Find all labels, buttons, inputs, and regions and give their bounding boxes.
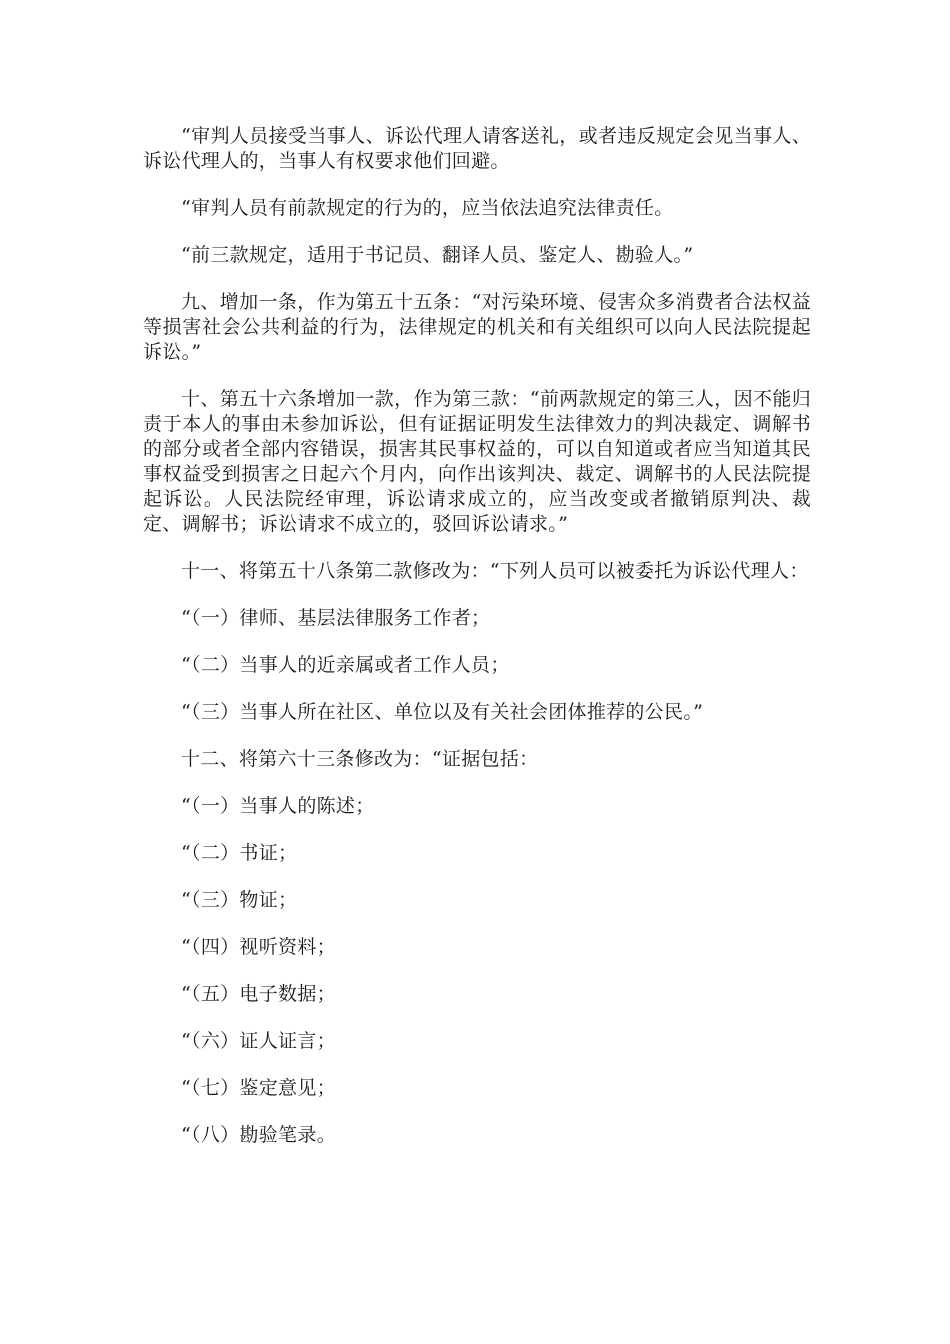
- list-item-agent-3: “（三）当事人所在社区、单位以及有关社会团体推荐的公民。”: [181, 701, 704, 723]
- document-page: [143, 124, 811, 1170]
- list-item-agent-2: “（二）当事人的近亲属或者工作人员；: [181, 654, 510, 676]
- list-item-evidence-2: “（二）书证；: [181, 842, 298, 864]
- list-item-evidence-6: “（六）证人证言；: [181, 1030, 336, 1052]
- list-item-evidence-4: “（四）视听资料；: [181, 936, 336, 958]
- paragraph-article-twelve: 十二、将第六十三条修改为：“证据包括：: [181, 748, 539, 770]
- paragraph-article-nine: 九、增加一条，作为第五十五条：“对污染环境、侵害众多消费者合法权益等损害社会公共利益的行为，法律规定的机关和有关组织可以向人民法院提起诉讼。”: [143, 291, 811, 363]
- list-item-evidence-5: “（五）电子数据；: [181, 983, 336, 1005]
- paragraph-applicability: “前三款规定，适用于书记员、翻译人员、鉴定人、勘验人。”: [181, 244, 694, 266]
- list-item-evidence-8: “（八）勘验笔录。: [181, 1124, 336, 1146]
- list-item-agent-1: “（一）律师、基层法律服务工作者；: [181, 607, 491, 629]
- paragraph-recusal-gifts: “审判人员接受当事人、诉讼代理人请客送礼，或者违反规定会见当事人、诉讼代理人的，当事人有权要求他们回避。: [143, 125, 811, 172]
- paragraph-legal-liability: “审判人员有前款规定的行为的，应当依法追究法律责任。: [181, 197, 674, 219]
- list-item-evidence-7: “（七）鉴定意见；: [181, 1077, 336, 1099]
- paragraph-article-ten: 十、第五十六条增加一款，作为第三款：“前两款规定的第三人，因不能归责于本人的事由未参加诉讼，但有证据证明发生法律效力的判决裁定、调解书的部分或者全部内容错误，损害其民事权益的，可以自知道或者应当知道其民事权益受到损害之日起六个月内，向作出该判决、裁定、调解书的人民法院提起诉讼。人民法院经审理，诉讼请求成立的，应当改变或者撤销原判决、裁定、调解书；诉讼请求不成立的，驳回诉讼请求。”: [143, 388, 811, 535]
- list-item-evidence-3: “（三）物证；: [181, 889, 298, 911]
- list-item-evidence-1: “（一）当事人的陈述；: [181, 795, 375, 817]
- paragraph-article-eleven: 十一、将第五十八条第二款修改为：“下列人员可以被委托为诉讼代理人：: [181, 560, 809, 582]
